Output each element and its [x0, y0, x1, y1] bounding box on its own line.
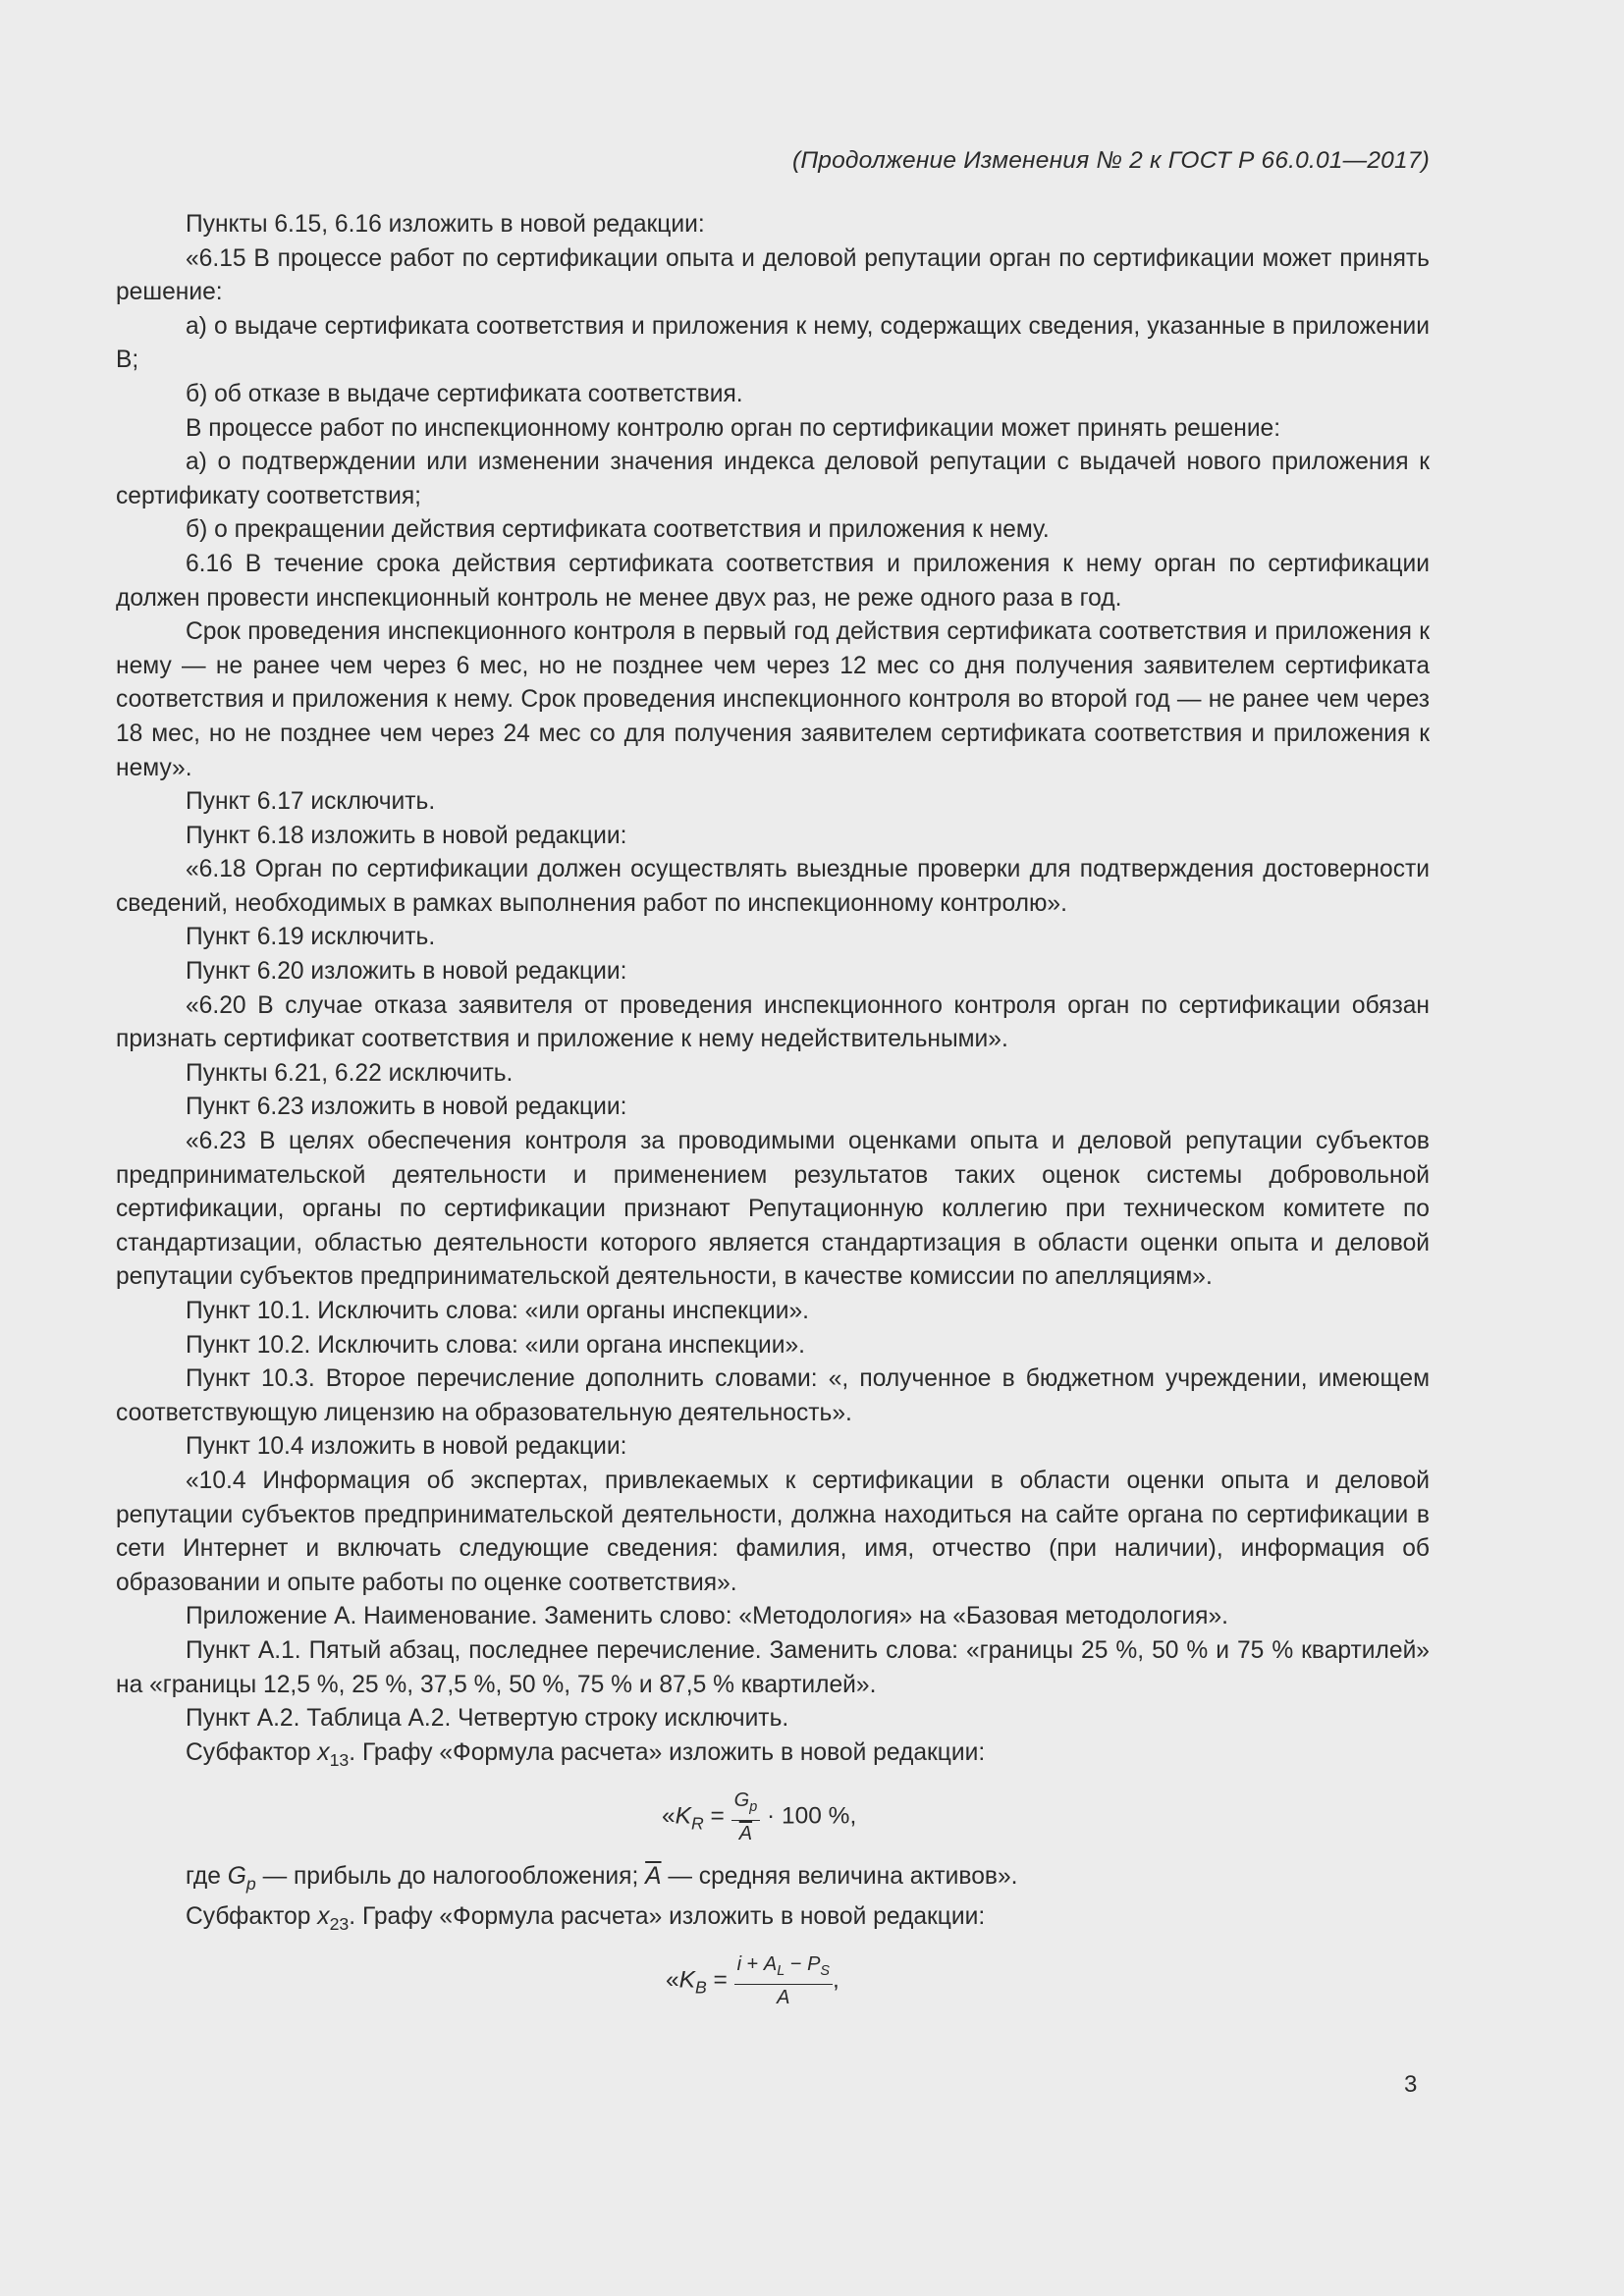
paragraph: б) о прекращении действия сертификата соответствия и приложения к нему. — [186, 516, 1050, 544]
paragraph: Пункт 6.23 изложить в новой редакции: — [186, 1094, 627, 1121]
document-body — [116, 208, 1430, 2024]
paragraph: Пункт 6.20 изложить в новой редакции: — [186, 958, 627, 986]
paragraph: В процессе работ по инспекционному контролю орган по сертификации может принять решение: — [186, 414, 1281, 442]
paragraph: Пункт 10.4 изложить в новой редакции: — [186, 1433, 627, 1461]
paragraph: Пункт 6.17 исключить. — [186, 788, 436, 816]
paragraph: Пункты 6.21, 6.22 исключить. — [186, 1059, 514, 1087]
subfactor-x13-line: Субфактор $x_{13}$. Графу «Формула расчета» изложить в новой редакции: — [186, 1738, 986, 1770]
paragraph: а) о выдаче сертификата соответствия и приложения к нему, содержащих сведения, указанные в приложении В; — [116, 312, 1430, 374]
paragraph: Срок проведения инспекционного контроля в первый год действия сертификата соответствия и приложения к нему — не ранее чем через 6 мес, но не позднее чем через 12 мес со дня получения заявителем сертификата соответствия и приложения к нему. Срок проведения инспекционного контроля во второй год — не ранее чем через 18 мес, но не позднее чем через 24 мес со для получения заявителем сертификата соответствия и приложения к нему». — [116, 618, 1430, 781]
subfactor-x23-line: Субфактор $x_{23}$. Графу «Формула расчета» изложить в новой редакции: — [186, 1903, 986, 1935]
paragraph: Пункт 10.1. Исключить слова: «или органы инспекции». — [186, 1298, 810, 1324]
formula-kr: «$K_R$ = $\frac{G_p}{A}$ · 100 %, — [662, 1789, 857, 1844]
paragraph: «6.23 В целях обеспечения контроля за проводимыми оценками опыта и деловой репутации субъектов предпринимательской деятельности и применением результатов таких оценок системы добровольной сертификации, органы по сертификации признают Репутационную коллегию при техническом комитете по стандартизации, областью деятельности которого является стандартизация в области оценки опыта и деловой репутации субъектов предпринимательской деятельности, в качестве комиссии по апелляциям». — [116, 1128, 1430, 1291]
paragraph: Пункт 10.2. Исключить слова: «или органа инспекции». — [186, 1331, 806, 1359]
page-number: 3 — [1404, 2071, 1418, 2098]
paragraph: «6.15 В процессе работ по сертификации опыта и деловой репутации орган по сертификации может принять решение: — [116, 244, 1430, 306]
paragraph: Пункт 10.3. Второе перечисление дополнить словами: «, полученное в бюджетном учреждении, имеющем соответствующую лицензию на образовательную деятельность». — [116, 1365, 1430, 1426]
where-line: где $G_p$ — прибыль до налогообложения; $\overline{A}$ — средняя величина активов». — [186, 1862, 1018, 1894]
fraction-kb: $\frac{i + A_L - P_S}{A}$ — [734, 1951, 833, 2010]
paragraph: «6.18 Орган по сертификации должен осуществлять выездные проверки для подтверждения достоверности сведений, необходимых в рамках выполнения работ по инспекционному контролю». — [116, 856, 1430, 917]
paragraph: Приложение А. Наименование. Заменить слово: «Методология» на «Базовая методология». — [186, 1603, 1228, 1630]
page-header: (Продолжение Изменения № 2 к ГОСТ Р 66.0.01—2017) — [791, 147, 1430, 174]
paragraph: «6.20 В случае отказа заявителя от проведения инспекционного контроля орган по сертификации обязан признать сертификат соответствия и приложение к нему недействительными». — [116, 991, 1430, 1053]
paragraph: а) о подтверждении или изменении значения индекса деловой репутации с выдачей нового приложения к сертификату соответствия; — [116, 449, 1430, 509]
paragraph: 6.16 В течение срока действия сертификата соответствия и приложения к нему орган по сертификации должен провести инспекционный контроль не менее двух раз, не реже одного раза в год. — [116, 550, 1430, 612]
paragraph: Пункт А.1. Пятый абзац, последнее перечисление. Заменить слова: «границы 25 %, 50 % и 75 % квартилей» на «границы 12,5 %, 25 %, 37,5 %, 50 %, 75 % и 87,5 % квартилей». — [116, 1636, 1430, 1698]
paragraph: Пункт 6.19 исключить. — [186, 924, 436, 951]
paragraph: б) об отказе в выдаче сертификата соответствия. — [186, 380, 743, 407]
paragraph: «10.4 Информация об экспертах, привлекаемых к сертификации в области оценки опыта и деловой репутации субъектов предпринимательской деятельности, должна находиться на сайте органа по сертификации в сети Интернет и включать следующие сведения: фамилия, имя, отчество (при наличии), информация об образовании и опыте работы по оценке соответствия». — [116, 1467, 1430, 1596]
paragraph: Пункт А.2. Таблица А.2. Четвертую строку исключить. — [186, 1705, 789, 1733]
fraction-gp-over-a: $\frac{G_p}{A}$ — [731, 1788, 761, 1846]
formula-kb: «$K_B$ = $\frac{i + A_L - P_S}{A}$ , — [666, 1953, 839, 2009]
paragraph: Пункты 6.15, 6.16 изложить в новой редакции: — [186, 211, 705, 238]
paragraph: Пункт 6.18 изложить в новой редакции: — [186, 822, 627, 849]
